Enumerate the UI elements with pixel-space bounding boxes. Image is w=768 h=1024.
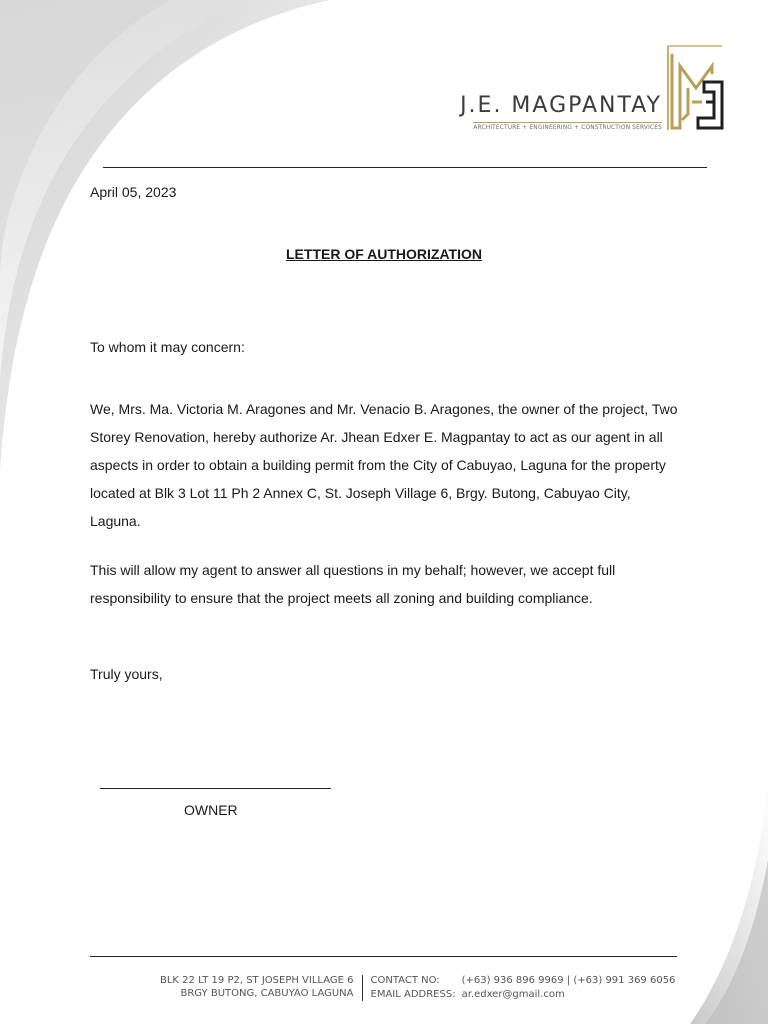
signature-label: OWNER [184,802,238,818]
header-divider [103,167,707,168]
email-value: ar.edxer@gmail.com [461,988,565,1000]
je-monogram-icon [666,44,724,132]
letter-paragraph-1: We, Mrs. Ma. Victoria M. Aragones and Mr. Venacio B. Aragones, the owner of the project, Two Storey Renovation, hereby authorize Ar. Jhean Edxer E. Magpantay to act as our agent in all aspects in order to obtain a building permit from the City of Cabuyao, Laguna for the property located at Blk 3 Lot 11 Ph 2 Annex C, St. Joseph Village 6, Brgy. Butong, Cabuyao City, Laguna. [90,401,678,529]
letter-title: LETTER OF AUTHORIZATION [286,246,482,262]
email-label: EMAIL ADDRESS: [370,988,456,1000]
footer-contact [371,974,676,1001]
company-logo [460,44,724,132]
letter-paragraph-2: This will allow my agent to answer all questions in my behalf; however, we accept full responsibility to ensure that the project meets all zoning and building compliance. [90,562,616,606]
address-line-1: BLK 22 LT 19 P2, ST JOSEPH VILLAGE 6 [160,975,354,986]
footer-separator [362,975,363,1001]
logo-text [460,94,662,131]
footer [160,974,675,1001]
letter-date: April 05, 2023 [90,184,177,200]
address-line-2: BRGY BUTONG, CABUYAO LAGUNA [180,988,354,999]
company-tagline: ARCHITECTURE + ENGINEERING + CONSTRUCTION SERVICES [473,122,662,131]
letter-closing: Truly yours, [90,666,163,682]
footer-address [160,974,362,1001]
signature-line [100,788,331,789]
company-name: J.E. MAGPANTAY [460,93,662,118]
contact-value: (+63) 936 896 9969 | (+63) 991 369 6056 [461,975,676,986]
footer-divider [90,956,677,957]
letter-salutation: To whom it may concern: [90,339,245,355]
contact-label: CONTACT NO: [370,975,440,986]
